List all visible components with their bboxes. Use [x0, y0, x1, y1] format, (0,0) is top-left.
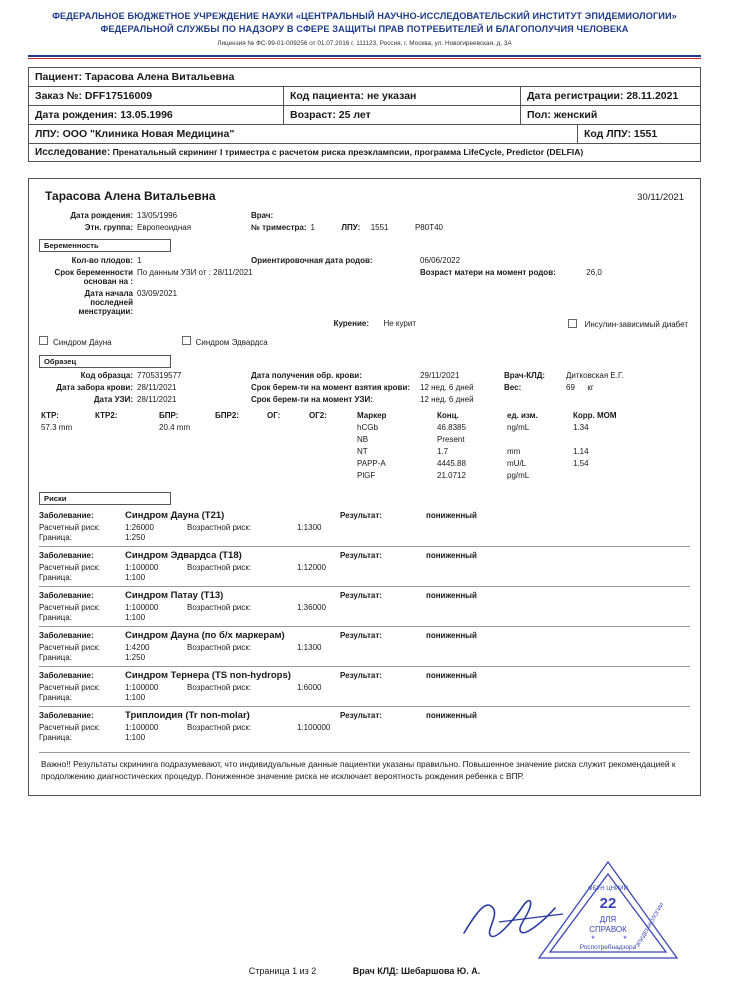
report-basic-table [39, 209, 690, 233]
study-value: Пренатальный скрининг I триместра с расчетом риска преэклампсии, программа LifeCycle, Predictor (DELFIA) [112, 147, 584, 157]
lmp-value: 03/09/2021 [137, 288, 178, 298]
patient-row-lpu [29, 125, 700, 144]
patient-code-value: не указан [366, 90, 417, 102]
page-number: Страница 1 из 2 [248, 966, 317, 976]
risk-age-label: Возрастной риск: [187, 682, 252, 692]
risk-item [39, 507, 690, 546]
sex-cell [521, 106, 700, 124]
svg-text:Роспотребнадзора: Роспотребнадзора [579, 944, 637, 951]
risk-border-label: Граница: [39, 692, 72, 702]
footer-doctor [353, 966, 480, 976]
registration-date-value: 28.11.2021 [626, 90, 679, 102]
risk-result-value: пониженный [426, 550, 477, 560]
patient-row-study [29, 144, 700, 162]
risk-result-label: Результат: [340, 590, 382, 600]
institution-line-1: ФЕДЕРАЛЬНОЕ БЮДЖЕТНОЕ УЧРЕЖДЕНИЕ НАУКИ «ЦЕНТРАЛЬНЫЙ НАУЧНО-ИССЛЕДОВАТЕЛЬСКИЙ ИНСТИТУТ ЭПИДЕМИОЛОГИИ» [52, 11, 677, 21]
risk-item [39, 706, 690, 746]
report-frame [28, 178, 701, 796]
row-sample-code [39, 370, 690, 382]
report-lpu-label: ЛПУ: [341, 222, 361, 232]
birth-date-value: 13.05.1996 [120, 109, 173, 121]
header-divider-blue [28, 55, 701, 57]
patient-code-label: Код пациента: [290, 90, 365, 102]
risk-calc-value: 1:26000 [125, 522, 154, 532]
marker-header-unit: ед. изм. [507, 411, 538, 420]
risk-result-label: Результат: [340, 510, 382, 520]
risk-result-value: пониженный [426, 670, 477, 680]
risk-result-label: Результат: [340, 630, 382, 640]
footer-doctor-value: Шебаршова Ю. А. [401, 966, 481, 976]
risk-disease-label: Заболевание: [39, 510, 94, 520]
institution-header [0, 0, 729, 49]
section-sample: Образец [39, 355, 171, 368]
report-header-row [39, 187, 690, 209]
risks-list [39, 507, 690, 746]
section-risks: Риски [39, 492, 171, 505]
risk-item [39, 666, 690, 706]
kld-doctor-label: Врач-КЛД: [504, 371, 546, 380]
risk-calc-label: Расчетный риск: [39, 682, 100, 692]
risk-border-value: 1:250 [125, 652, 146, 662]
marker-mom: 1.54 [573, 459, 589, 468]
marker-conc: 4445.88 [437, 459, 466, 468]
ktr2-value [93, 422, 157, 434]
registration-date-label: Дата регистрации: [527, 90, 624, 102]
risk-disease-name: Синдром Дауна (Т21) [125, 509, 225, 521]
risk-result-label: Результат: [340, 670, 382, 680]
row-blood-date [39, 382, 690, 394]
risk-result-value: пониженный [426, 590, 477, 600]
og2-value [307, 422, 355, 434]
marker-unit: mU/L [507, 459, 527, 468]
marker-header-mom: Корр. МОМ [573, 411, 617, 420]
ktr2-label: КТР2: [95, 411, 118, 420]
marker-conc: 1.7 [437, 447, 449, 456]
weight-unit: кг [587, 383, 594, 392]
marker-mom: 1.34 [573, 423, 589, 432]
lpu-code-cell [578, 125, 700, 143]
og2-label: ОГ2: [309, 411, 327, 420]
age-cell [284, 106, 521, 124]
sex-value: женский [553, 109, 598, 121]
diabetes-label: Инсулин-зависимый диабет [584, 319, 688, 329]
term-basis-value: По данным УЗИ от : 28/11/2021 [137, 267, 253, 277]
kld-doctor-value: Дитковская Е.Г. [566, 371, 624, 380]
marker-name: PAPP-A [357, 459, 386, 468]
measurements-markers-table [39, 410, 690, 482]
lpu-code-label: Код ЛПУ: [584, 128, 631, 140]
risk-result-value: пониженный [426, 630, 477, 640]
risk-border-label: Граница: [39, 732, 72, 742]
order-cell [29, 87, 284, 105]
patient-name-value: Тарасова Алена Витальевна [85, 71, 235, 83]
marker-row [39, 470, 690, 482]
marker-unit: pg/mL [507, 471, 530, 480]
report-doctor-value [309, 209, 691, 221]
edd-label: Ориентировочная дата родов: [251, 255, 373, 265]
marker-unit: ng/mL [507, 423, 530, 432]
term-basis-label: Срок беременности основан на : [54, 267, 133, 286]
page-footer [0, 966, 729, 976]
blood-date-value: 28/11/2021 [137, 383, 177, 392]
svg-text:СПРАВОК: СПРАВОК [589, 925, 627, 934]
marker-unit [505, 434, 571, 446]
og-label: ОГ: [267, 411, 281, 420]
risk-border-label: Граница: [39, 532, 72, 542]
risk-age-label: Возрастной риск: [187, 642, 252, 652]
study-label: Исследование: [35, 147, 111, 158]
risk-disease-label: Заболевание: [39, 710, 94, 720]
risk-age-value: 1:36000 [297, 602, 326, 612]
risk-calc-label: Расчетный риск: [39, 722, 100, 732]
usg-date-value: 28/11/2021 [137, 395, 177, 404]
mother-age-cell [418, 266, 690, 287]
risk-age-value: 1:12000 [297, 562, 326, 572]
report-ethnic-label: Этн. группа: [84, 222, 133, 232]
risk-border-label: Граница: [39, 652, 72, 662]
risk-age-label: Возрастной риск: [187, 722, 252, 732]
row-lmp [39, 287, 690, 317]
risk-disease-name: Синдром Патау (Т13) [125, 589, 224, 601]
row-fetus-edd [39, 254, 690, 266]
syndrome-checkbox-row [39, 330, 690, 349]
risk-disease-label: Заболевание: [39, 630, 94, 640]
bpr2-value [213, 422, 265, 434]
blood-date-label: Дата забора крови: [56, 383, 133, 392]
risk-disease-name: Синдром Тернера (TS non-hydrops) [125, 669, 291, 681]
report-patient-name: Тарасова Алена Витальевна [45, 189, 216, 203]
og-value [265, 422, 307, 434]
fetus-count-label: Кол-во плодов: [71, 255, 133, 265]
marker-mom [571, 470, 690, 482]
marker-conc: Present [437, 435, 465, 444]
sample-code-label: Код образца: [80, 371, 133, 380]
report-trimester-label: № триместра: [251, 222, 307, 232]
marker-row [39, 458, 690, 470]
marker-header-conc: Конц. [437, 411, 459, 420]
risk-calc-value: 1:4200 [125, 642, 150, 652]
risk-calc-value: 1:100000 [125, 602, 159, 612]
risk-age-value: 1:6000 [297, 682, 322, 692]
bpr-value: 20.4 mm [159, 423, 191, 432]
weight-value-cell [564, 382, 690, 394]
fetus-count-value: 1 [137, 255, 142, 265]
age-value: 25 лет [338, 109, 371, 121]
risk-disease-label: Заболевание: [39, 670, 94, 680]
risk-calc-value: 1:100000 [125, 562, 159, 572]
risk-disease-name: Синдром Эдвардса (Т18) [125, 549, 242, 561]
risk-age-label: Возрастной риск: [187, 602, 252, 612]
weight-value: 69 [566, 383, 575, 392]
risk-age-label: Возрастной риск: [187, 562, 252, 572]
sample-code-value: 7705319577 [137, 371, 182, 380]
report-lpu-value: 1551 [370, 222, 389, 232]
lpu-value: ООО "Клиника Новая Медицина" [62, 128, 235, 140]
official-stamp [533, 856, 683, 966]
smoking-value: Не курит [383, 318, 416, 328]
patient-row-name [29, 68, 700, 87]
registration-date-cell [521, 87, 700, 105]
risk-calc-value: 1:100000 [125, 722, 159, 732]
row-ethnic-trimester [39, 221, 690, 233]
marker-conc: 21.0712 [437, 471, 466, 480]
report-doctor-label: Врач: [251, 210, 274, 220]
term-usg-label: Срок берем-ти на момент УЗИ: [251, 395, 373, 404]
risk-result-label: Результат: [340, 710, 382, 720]
marker-name: NT [357, 447, 368, 456]
mother-age-label: Возраст матери на момент родов: [420, 267, 556, 277]
smoking-label: Курение: [333, 318, 369, 328]
row-basis-motherage [39, 266, 690, 287]
risk-border-value: 1:100 [125, 612, 146, 622]
marker-row [39, 446, 690, 458]
patient-info-block [28, 67, 701, 162]
trimester-number: 1 [310, 222, 315, 232]
mother-age-value: 26,0 [586, 267, 602, 277]
license-text: Лицензия № ФС-99-01-009256 от 01.07.2016 г. 111123, Россия, г. Москва, ул. Новогиреевская, д. 3А [217, 40, 512, 47]
patient-code-cell [284, 87, 521, 105]
risk-border-value: 1:100 [125, 732, 146, 742]
age-label: Возраст: [290, 109, 336, 121]
diabetes-checkbox[interactable] [568, 319, 577, 328]
row-usg-date [39, 394, 690, 406]
risk-result-label: Результат: [340, 550, 382, 560]
risk-disease-label: Заболевание: [39, 550, 94, 560]
svg-text:*: * [623, 934, 627, 944]
report-ethnic-value: Европеоидная [137, 222, 192, 232]
term-blood-label: Срок берем-ти на момент взятия крови: [251, 383, 411, 392]
risk-calc-label: Расчетный риск: [39, 642, 100, 652]
risk-border-value: 1:250 [125, 532, 146, 542]
report-trimester-value [309, 221, 691, 233]
marker-row [39, 422, 690, 434]
lpu-label: ЛПУ: [35, 128, 60, 140]
marker-name: NB [357, 435, 369, 444]
svg-text:ФБУН ЦНИИИ: ФБУН ЦНИИИ [588, 886, 628, 892]
risk-calc-label: Расчетный риск: [39, 562, 100, 572]
header-divider-red [28, 58, 701, 59]
ktr-label: КТР: [41, 411, 59, 420]
risk-disease-name: Синдром Дауна (по б/х маркерам) [125, 629, 285, 641]
usg-date-label: Дата УЗИ: [93, 395, 133, 404]
report-birth-label: Дата рождения: [70, 210, 133, 220]
lpu-cell [29, 125, 578, 143]
risk-border-label: Граница: [39, 572, 72, 582]
birth-date-cell [29, 106, 284, 124]
bpr2-label: БПР2: [215, 411, 239, 420]
ktr-value: 57.3 mm [41, 423, 73, 432]
risk-border-value: 1:100 [125, 692, 146, 702]
patient-row-order [29, 87, 700, 106]
patient-name-cell [29, 68, 700, 86]
marker-name: hCGb [357, 423, 378, 432]
measurement-headers [39, 410, 690, 422]
blood-received-label: Дата получения обр. крови: [251, 371, 362, 380]
marker-conc: 46.8385 [437, 423, 466, 432]
edwards-syndrome-label: Синдром Эдвардса [195, 338, 268, 347]
study-cell [29, 144, 700, 161]
term-blood-value: 12 нед. 6 дней [420, 383, 474, 392]
bpr-label: БПР: [159, 411, 179, 420]
risk-age-label: Возрастной риск: [187, 522, 252, 532]
term-usg-value: 12 нед. 6 дней [420, 395, 474, 404]
edwards-syndrome-checkbox[interactable] [182, 336, 191, 345]
marker-mom [571, 434, 690, 446]
section-pregnancy: Беременность [39, 239, 171, 252]
risk-calc-label: Расчетный риск: [39, 602, 100, 612]
patient-name-label: Пациент: [35, 71, 83, 83]
risk-age-value: 1:1300 [297, 522, 322, 532]
lmp-label: Дата начала последней менструации: [78, 288, 133, 316]
risk-border-label: Граница: [39, 612, 72, 622]
diabetes-cell [418, 317, 690, 330]
order-value: DFF17516009 [84, 90, 153, 102]
institution-line-2: ФЕДЕРАЛЬНОЙ СЛУЖБЫ ПО НАДЗОРУ В СФЕРЕ ЗАЩИТЫ ПРАВ ПОТРЕБИТЕЛЕЙ И БЛАГОПОЛУЧИЯ ЧЕЛОВЕКА [100, 24, 629, 34]
smoking-cell [249, 317, 418, 330]
edd-value: 06/06/2022 [420, 255, 461, 265]
patient-row-birth [29, 106, 700, 125]
risk-item [39, 626, 690, 666]
marker-name: PlGF [357, 471, 376, 480]
down-syndrome-checkbox[interactable] [39, 336, 48, 345]
marker-row [39, 434, 690, 446]
risk-calc-value: 1:100000 [125, 682, 159, 692]
risk-disease-label: Заболевание: [39, 590, 94, 600]
risk-border-value: 1:100 [125, 572, 146, 582]
risk-disease-name: Триплоидия (Tr non-molar) [125, 709, 250, 721]
sample-table [39, 370, 690, 406]
risk-result-value: пониженный [426, 510, 477, 520]
report-date: 30/11/2021 [637, 192, 684, 203]
order-label: Заказ №: [35, 90, 82, 102]
marker-unit: mm [507, 447, 521, 456]
svg-text:22: 22 [599, 895, 617, 912]
pregnancy-table [39, 254, 690, 330]
svg-text:ДЛЯ: ДЛЯ [599, 915, 617, 924]
marker-header-name: Маркер [357, 411, 387, 420]
down-syndrome-label: Синдром Дауна [53, 338, 112, 347]
risk-age-value: 1:1300 [297, 642, 322, 652]
report-birth-value: 13/05/1996 [137, 210, 178, 220]
svg-text:*: * [591, 934, 595, 944]
report-lpu-code2: P80T40 [414, 222, 443, 232]
lpu-code-value: 1551 [633, 128, 658, 140]
risk-item [39, 546, 690, 586]
row-birth-doctor [39, 209, 690, 221]
risk-age-value: 1:100000 [297, 722, 331, 732]
svg-text:ЭПИДЕМИОЛОГИИ: ЭПИДЕМИОЛОГИИ [634, 902, 666, 949]
footer-doctor-label: Врач КЛД: [352, 966, 399, 976]
important-note: Важно!! Результаты скрининга подразумевают, что индивидуальные данные пациентки указаны правильно. Повышенное значение риска служит рекомендацией к продолжению диагностических процедур. Пониженное значение риска не исключает вероятность рождения ребенка с ВПР. [39, 752, 690, 785]
sex-label: Пол: [527, 109, 551, 121]
marker-mom: 1.14 [573, 447, 589, 456]
risk-result-value: пониженный [426, 710, 477, 720]
row-smoking-diabetes [39, 317, 690, 330]
risk-item [39, 586, 690, 626]
birth-date-label: Дата рождения: [35, 109, 118, 121]
weight-label: Вес: [504, 383, 522, 392]
risk-calc-label: Расчетный риск: [39, 522, 100, 532]
blood-received-value: 29/11/2021 [420, 371, 460, 380]
